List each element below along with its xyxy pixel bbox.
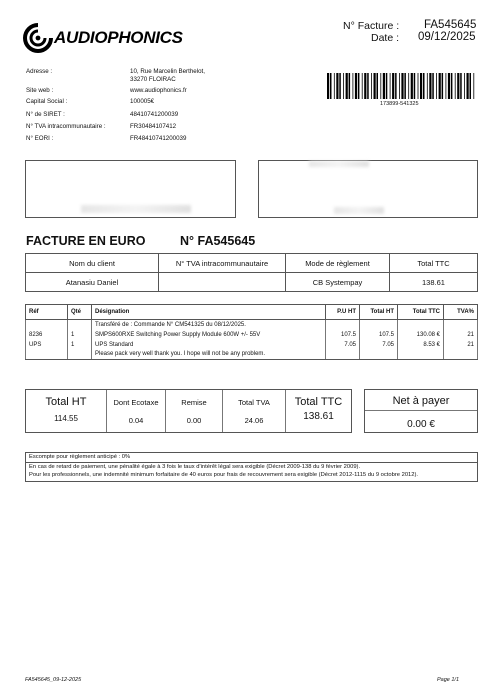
client-header-nom: Nom du client [26, 254, 159, 273]
cell-total-ht [360, 350, 398, 360]
table-row [26, 330, 478, 340]
client-table [25, 253, 478, 292]
cell-designation: Transféré de : Commande N° CM541325 du 08/12/2025. [92, 320, 326, 330]
cell-designation: Please pack very well thank you. I hope will not be any problem. [92, 350, 326, 360]
info-value: 10, Rue Marcelin Berthelot, [130, 68, 205, 75]
ttc-cell [286, 390, 351, 432]
tva-label: Total TVA [238, 398, 270, 407]
items-header-qte: Qté [68, 305, 92, 320]
cell-tva [444, 320, 478, 330]
info-value: 100005€ [130, 98, 155, 105]
total-ht-label: Total HT [45, 396, 87, 408]
ttc-label: Total TTC [294, 396, 343, 408]
barcode [327, 73, 477, 99]
redacted-text [309, 161, 369, 167]
cell-ref: UPS [26, 340, 68, 350]
footer-document-id: FA545645_09-12-2025 [25, 677, 82, 683]
ttc-value: 138.61 [303, 411, 334, 422]
items-header-total-ttc: Total TTC [398, 305, 444, 320]
info-label: N° de SIRET : [26, 111, 65, 118]
totals-box [25, 389, 352, 433]
date-value: 09/12/2025 [418, 31, 476, 43]
cell-tva [444, 350, 478, 360]
cell-qte: 1 [68, 340, 92, 350]
info-label: N° EORI : [26, 135, 54, 142]
client-reglement: CB Systempay [286, 273, 390, 292]
net-payer-value: 0.00 € [407, 419, 435, 430]
net-payer-label: Net à payer [392, 395, 450, 407]
info-value: www.audiophonics.fr [130, 87, 187, 94]
cell-pu: 107.5 [326, 330, 360, 340]
barcode-number: 173899-541325 [380, 101, 419, 107]
cell-tva: 21 [444, 330, 478, 340]
items-header-pu: P.U HT [326, 305, 360, 320]
penalty-note-1: En cas de retard de paiement, une pénalité égale à 3 fois le taux d'intérêt légal sera exigible (Décret 2009-138 du 9 février 2009). [29, 464, 361, 471]
penalty-notes [25, 462, 478, 482]
cell-pu [326, 350, 360, 360]
audiophonics-logo [22, 22, 222, 58]
tva-value: 24.06 [244, 416, 264, 425]
tva-cell [223, 390, 285, 432]
cell-total-ttc: 8.53 € [398, 340, 444, 350]
invoice-title: FACTURE EN EURO [26, 234, 146, 248]
invoice-number-title: N° FA545645 [180, 234, 256, 248]
cell-qte [68, 320, 92, 330]
cell-pu: 7.05 [326, 340, 360, 350]
info-value: 33270 FLOIRAC [130, 76, 176, 83]
facture-label: N° Facture : [343, 20, 400, 32]
brand-name: AUDIOPHONICS [54, 28, 183, 47]
date-label: Date : [371, 32, 400, 44]
legal-notes [25, 452, 478, 482]
cell-total-ttc: 130.08 € [398, 330, 444, 340]
info-value: FR30484107412 [130, 123, 177, 130]
info-label: N° TVA intracommunautaire : [26, 123, 106, 130]
table-row [26, 350, 478, 360]
redacted-text [81, 205, 191, 213]
client-total: 138.61 [390, 273, 478, 292]
items-header-ref: Réf [26, 305, 68, 320]
penalty-note-2: Pour les professionnels, une indemnité minimum forfaitaire de 40 euros pour frais de recouvrement sera exigible (Décret 2012-1115 du 9 octobre 2012). [29, 471, 419, 478]
ecotaxe-label: Dont Ecotaxe [113, 398, 159, 407]
total-ht-cell [26, 390, 106, 432]
table-row [26, 320, 478, 330]
info-value: 48410741200039 [130, 111, 179, 118]
swirl-logo-icon [22, 22, 54, 56]
client-tva [159, 273, 286, 292]
billing-address-box [25, 160, 236, 218]
footer-page-number: Page 1/1 [437, 677, 460, 683]
info-label: Capital Social : [26, 98, 68, 105]
cell-total-ttc [398, 320, 444, 330]
cell-tva: 21 [444, 340, 478, 350]
client-header-total: Total TTC [390, 254, 478, 273]
cell-total-ht [360, 320, 398, 330]
client-name: Atanasiu Daniel [26, 273, 159, 292]
redacted-text [334, 207, 384, 214]
items-header-designation: Désignation [92, 305, 326, 320]
cell-designation: SMPS600RXE Switching Power Supply Module 600W +/- 55V [92, 330, 326, 340]
shipping-address-box [258, 160, 478, 218]
info-label: Adresse : [26, 68, 53, 75]
items-table [25, 304, 478, 360]
cell-qte [68, 350, 92, 360]
cell-designation: UPS Standard [92, 340, 326, 350]
remise-cell [166, 390, 222, 432]
cell-total-ht: 7.05 [360, 340, 398, 350]
escompte-note: Escompte pour règlement anticipé : 0% [25, 452, 478, 462]
ecotaxe-value: 0.04 [128, 416, 144, 425]
cell-total-ttc [398, 350, 444, 360]
cell-pu [326, 320, 360, 330]
cell-ref: 8236 [26, 330, 68, 340]
cell-ref [26, 320, 68, 330]
info-label: Site web : [26, 87, 54, 94]
cell-qte: 1 [68, 330, 92, 340]
cell-ref [26, 350, 68, 360]
cell-total-ht: 107.5 [360, 330, 398, 340]
remise-value: 0.00 [186, 416, 202, 425]
client-header-reglement: Mode de règlement [286, 254, 390, 273]
facture-value: FA545645 [424, 19, 477, 31]
info-value: FR48410741200039 [130, 135, 187, 142]
table-row [26, 340, 478, 350]
items-header-total-ht: Total HT [360, 305, 398, 320]
remise-label: Remise [181, 398, 207, 407]
net-payer-box [364, 389, 478, 433]
ecotaxe-cell [107, 390, 165, 432]
items-header-tva: TVA% [444, 305, 478, 320]
client-header-tva: N° TVA intracommunautaire [159, 254, 286, 273]
total-ht-value: 114.55 [54, 414, 78, 423]
